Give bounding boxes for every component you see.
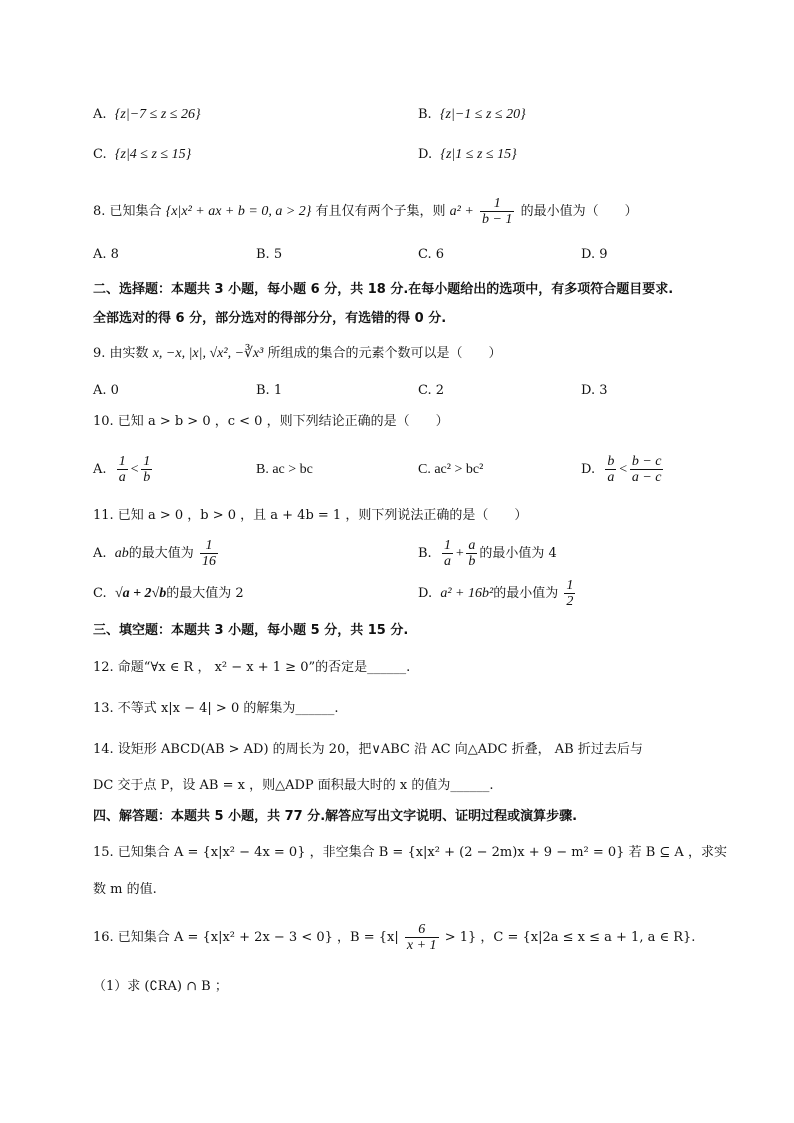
question-10-stem: 10. 已知 a > b > 0 ，c < 0 ，则下列结论正确的是（ ） — [93, 414, 449, 429]
q10-a-frac-2: $\frac{1}{b}$ — [143, 454, 151, 485]
q10-d-frac-2: $\frac{b - c}{a - c}$ — [631, 454, 662, 485]
question-11-stem: 11. 已知 a > 0 ，b > 0 ，且 a + 4b = 1 ，则下列说法正确的是（ ） — [93, 508, 528, 523]
q11-option-a: A. ab的最大值为 $\frac{1}{16}$ — [93, 538, 216, 569]
q10-option-b: B. ac > bc — [256, 462, 313, 477]
section-2-heading: 二、选择题：本题共 3 小题，每小题 6 分，共 18 分.在每小题给出的选项中，有多项符合题目要求. — [93, 282, 674, 297]
q8-option-a: A. 8 — [93, 247, 119, 262]
q7-option-a-expr: {z|−7 ≤ z ≤ 26} — [114, 107, 201, 122]
q16-fraction: $\frac{6}{x + 1}$ — [406, 922, 437, 953]
question-15-line-2: 数 m 的值. — [93, 882, 157, 897]
question-14-line-2: DC 交于点 P，设 AB = x ，则△ADP 面积最大时的 x 的值为______. — [93, 778, 494, 793]
q9-expr: x, −x, |x|, √x², −∛x³ — [152, 346, 264, 361]
q8-option-b: B. 5 — [256, 247, 283, 262]
q9-option-a: A. 0 — [93, 383, 119, 398]
q11-option-b: B. $\frac{1}{a}$ + $\frac{a}{b}$ 的最小值为 4 — [418, 538, 557, 569]
q7-option-c: C. {z|4 ≤ z ≤ 15} — [93, 147, 192, 162]
section-3-heading: 三、填空题：本题共 3 小题，每小题 5 分，共 15 分. — [93, 623, 409, 638]
question-16-stem: 16. 已知集合 A = {x|x² + 2x − 3 < 0} ，B = {x| $\frac{6}{x + 1}$ > 1} ，C = {x|2a ≤ x ≤ a + 1, a ∈ R}. — [93, 922, 696, 953]
q10-option-c: C. ac² > bc² — [418, 462, 484, 477]
q9-option-d: D. 3 — [581, 383, 608, 398]
q7-option-a: A. {z|−7 ≤ z ≤ 26} — [93, 107, 201, 122]
section-2-instructions: 全部选对的得 6 分，部分选对的得部分分，有选错的得 0 分. — [93, 311, 447, 326]
section-4-heading: 四、解答题：本题共 5 小题，共 77 分.解答应写出文字说明、证明过程或演算步骤. — [93, 809, 578, 824]
q9-option-c: C. 2 — [418, 383, 445, 398]
q11-d-frac: $\frac{1}{2}$ — [566, 578, 574, 609]
q10-option-a: A. $\frac{1}{a}$ < $\frac{1}{b}$ — [93, 454, 151, 485]
question-15-line-1: 15. 已知集合 A = {x|x² − 4x = 0} ，非空集合 B = {x|x² + (2 − 2m)x + 9 − m² = 0} 若 B ⊆ A ，求实 — [93, 845, 727, 860]
q7-option-b-expr: {z|−1 ≤ z ≤ 20} — [439, 107, 526, 122]
question-8-stem: 8. 已知集合 {x|x² + ax + b = 0, a > 2} 有且仅有两个子集，则 a² + $\frac{1}{b - 1}$ 的最小值为（ ） — [93, 196, 638, 227]
question-12: 12. 命题“∀x ∈ R ， x² − x + 1 ≥ 0”的否定是______. — [93, 660, 411, 675]
q7-option-d: D. {z|1 ≤ z ≤ 15} — [418, 147, 517, 162]
q11-b-frac-1: $\frac{1}{a}$ — [443, 538, 451, 569]
q10-a-frac-1: $\frac{1}{a}$ — [118, 454, 126, 485]
q9-option-b: B. 1 — [256, 383, 283, 398]
q10-d-frac-1: $\frac{b}{a}$ — [607, 454, 615, 485]
question-9-stem: 9. 由实数 x, −x, |x|, √x², −∛x³ 所组成的集合的元素个数可以是（ ） — [93, 346, 502, 361]
question-13: 13. 不等式 x|x − 4| > 0 的解集为______. — [93, 701, 339, 716]
q7-option-d-expr: {z|1 ≤ z ≤ 15} — [440, 147, 517, 162]
q8-option-c: C. 6 — [418, 247, 445, 262]
q11-a-frac: $\frac{1}{16}$ — [201, 538, 216, 569]
q11-b-frac-2: $\frac{a}{b}$ — [468, 538, 476, 569]
q8-set: {x|x² + ax + b = 0, a > 2} — [165, 204, 312, 219]
q11-option-d: D. a² + 16b²的最小值为 $\frac{1}{2}$ — [418, 578, 574, 609]
q8-expr-a: a² + — [449, 204, 474, 219]
q11-option-c: C. √a + 2√b的最大值为 2 — [93, 586, 244, 601]
q8-option-d: D. 9 — [581, 247, 608, 262]
q10-option-d: D. $\frac{b}{a}$ < $\frac{b - c}{a - c}$ — [581, 454, 662, 485]
q7-option-b: B. {z|−1 ≤ z ≤ 20} — [418, 107, 526, 122]
question-16-part-1: （1）求 (∁RA) ∩ B ； — [93, 979, 228, 994]
q8-fraction: $\frac{1}{b - 1}$ — [481, 196, 513, 227]
question-14-line-1: 14. 设矩形 ABCD(AB > AD) 的周长为 20，把∨ABC 沿 AC 向△ADC 折叠， AB 折过去后与 — [93, 742, 643, 757]
q7-option-c-expr: {z|4 ≤ z ≤ 15} — [114, 147, 192, 162]
